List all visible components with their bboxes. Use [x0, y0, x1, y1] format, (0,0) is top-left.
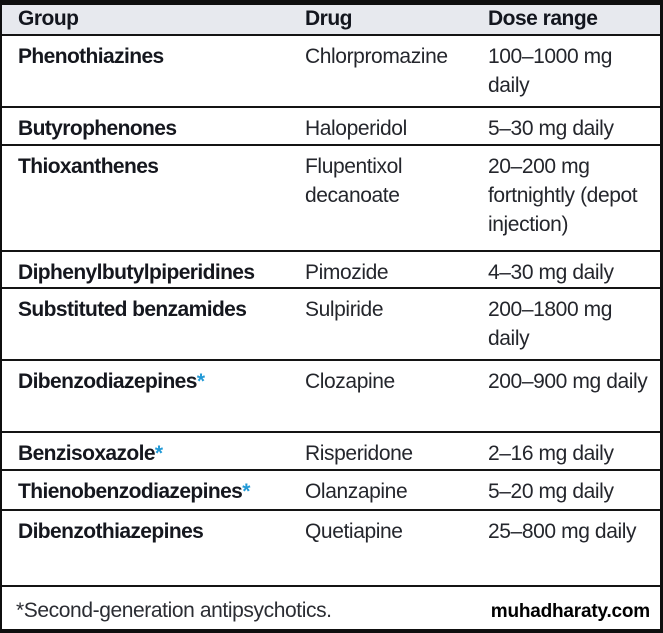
group-name: Substituted benzamides [18, 298, 247, 321]
drug-cell: Clozapine [305, 370, 395, 393]
drug-cell: Sulpiride [305, 298, 384, 321]
dose-cell: 100–1000 mg daily [488, 45, 613, 97]
drug-cell: Quetiapine [305, 520, 403, 543]
drug-cell: Chlorpromazine [305, 45, 448, 68]
column-header-drug: Drug [305, 7, 352, 30]
drug-cell: Pimozide [305, 261, 389, 284]
drug-cell: Haloperidol [305, 117, 407, 140]
table-row [2, 431, 660, 469]
dose-cell: 2–16 mg daily [488, 442, 614, 465]
table-footer [2, 585, 660, 629]
footnote: *Second-generation antipsychotics. [16, 599, 332, 622]
group-name: Dibenzothiazepines [18, 520, 204, 543]
table-row [2, 287, 660, 359]
dose-cell: 25–800 mg daily [488, 520, 637, 543]
group-name: Thienobenzodiazepines [18, 480, 243, 503]
table-header-row [2, 5, 660, 34]
asterisk-marker: * [154, 442, 163, 465]
drug-cell: Risperidone [305, 442, 413, 465]
table-row [2, 509, 660, 585]
group-cell [2, 108, 289, 144]
dose-cell: 4–30 mg daily [488, 261, 614, 284]
group-cell [2, 252, 289, 287]
table-row [2, 250, 660, 287]
group-cell [2, 146, 289, 250]
dose-cell: 5–20 mg daily [488, 480, 614, 503]
group-cell [2, 289, 289, 359]
group-name: Phenothiazines [18, 45, 164, 68]
drug-cell: Olanzapine [305, 480, 408, 503]
asterisk-marker: * [196, 370, 205, 393]
group-cell [2, 36, 289, 106]
group-cell [2, 511, 289, 585]
group-cell [2, 471, 289, 509]
column-header-dose-range: Dose range [488, 7, 598, 30]
group-cell [2, 433, 289, 469]
dose-cell: 20–200 mg fortnightly (depot injection) [488, 155, 638, 236]
watermark: muhadharaty.com [490, 601, 650, 622]
table-row [2, 106, 660, 144]
dose-cell: 5–30 mg daily [488, 117, 614, 140]
group-cell [2, 361, 289, 431]
drug-cell: Flupentixol decanoate [305, 155, 403, 207]
table-row [2, 34, 660, 106]
dose-cell: 200–900 mg daily [488, 370, 648, 393]
group-name: Butyrophenones [18, 117, 177, 140]
group-name: Thioxanthenes [18, 155, 159, 178]
group-name: Diphenylbutylpiperidines [18, 261, 255, 284]
asterisk-marker: * [242, 480, 250, 503]
table-row [2, 469, 660, 509]
table-row [2, 359, 660, 431]
group-name: Dibenzodiazepines [18, 370, 197, 393]
dose-cell: 200–1800 mg daily [488, 298, 613, 350]
table-row [2, 144, 660, 250]
column-header-group: Group [18, 7, 79, 30]
group-name: Benzisoxazole [18, 442, 155, 465]
